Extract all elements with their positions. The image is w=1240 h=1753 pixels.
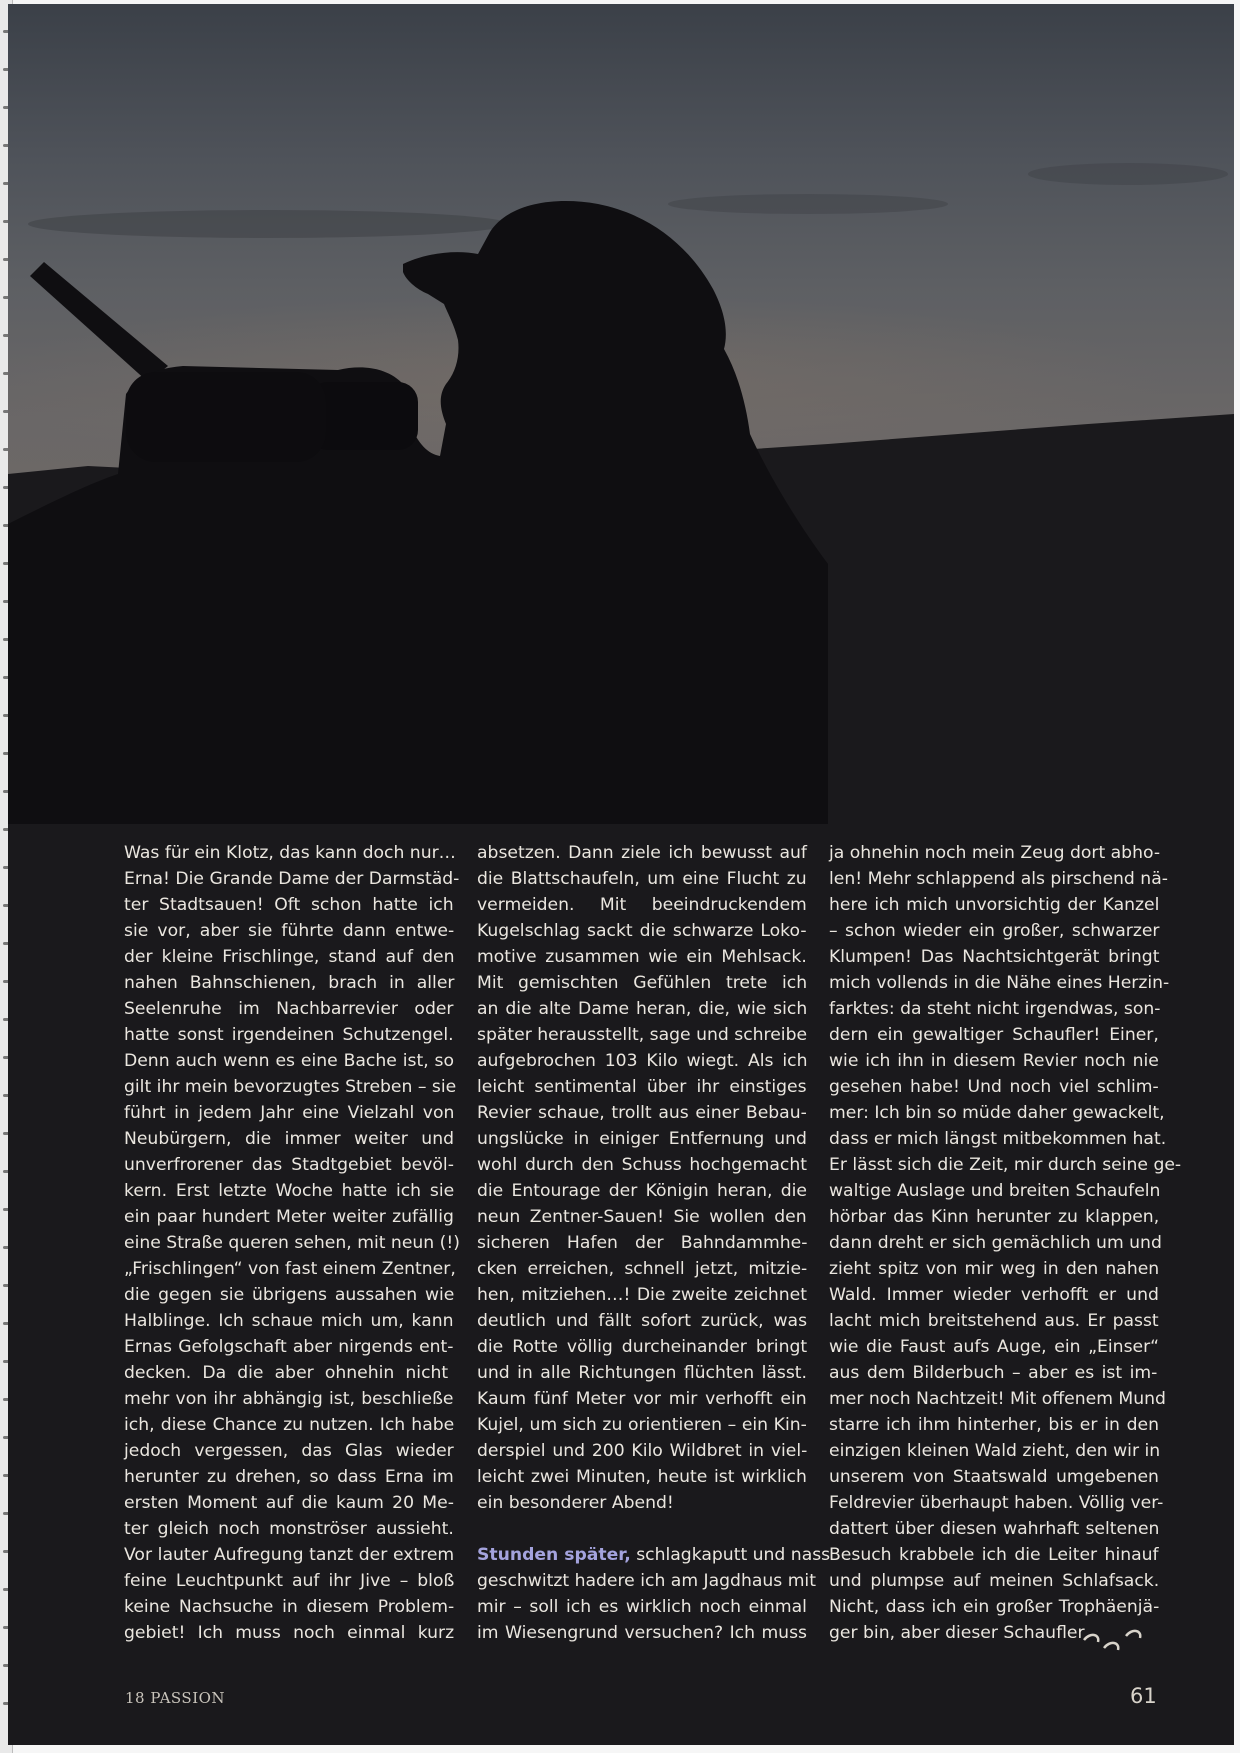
text-line: wie die Faust aufs Auge, ein „Einser“ xyxy=(829,1337,1160,1357)
text-line: Klumpen! Das Nachtsichtgerät bringt xyxy=(829,947,1160,967)
text-line: waltige Auslage und breiten Schaufeln xyxy=(829,1181,1161,1201)
text-line: neun Zentner-Sauen! Sie wollen den xyxy=(477,1207,807,1227)
text-line: Erna! Die Grande Dame der Darmstäd- xyxy=(124,869,460,889)
magazine-page xyxy=(8,4,1234,1745)
text-line: die Rotte völlig durcheinander bringt xyxy=(477,1337,808,1357)
text-line: leicht sentimental über ihr einstiges xyxy=(477,1077,807,1097)
text-line: here ich mich unvorsichtig der Kanzel xyxy=(829,895,1160,915)
footer-magazine-name: 18 PASSION xyxy=(125,1689,226,1707)
article-column-3 xyxy=(829,840,1182,1646)
text-line: an die alte Dame heran, die, wie sich xyxy=(477,999,808,1019)
article-column-1 xyxy=(124,840,460,1646)
text-line: derspiel und 200 Kilo Wildbret in viel- xyxy=(477,1441,808,1461)
text-line: cken erreichen, schnell jetzt, mitzie- xyxy=(477,1259,808,1279)
page-number: 61 xyxy=(1130,1684,1157,1708)
text-line: „Frischlingen“ von fast einem Zentner, xyxy=(124,1259,456,1279)
text-line: einzigen kleinen Wald zieht, den wir in xyxy=(829,1441,1161,1461)
text-line: gilt ihr mein bevorzugtes Streben – sie xyxy=(124,1077,457,1097)
text-line: wie ich ihn in diesem Revier noch nie xyxy=(829,1051,1159,1071)
text-line: ersten Moment auf die kaum 20 Me- xyxy=(124,1493,454,1513)
text-line: nahen Bahnschienen, brach in aller xyxy=(124,973,455,993)
text-line: mich vollends in die Nähe eines Herzin- xyxy=(829,973,1170,993)
text-line: Denn auch wenn es eine Bache ist, so xyxy=(124,1051,455,1071)
text-line: ein besonderer Abend! xyxy=(477,1493,674,1513)
cloud xyxy=(28,210,508,238)
cloud xyxy=(668,194,948,214)
text-line: die Blattschaufeln, um eine Flucht zu xyxy=(477,869,807,889)
text-line: ein paar hundert Meter weiter zufällig xyxy=(124,1207,454,1227)
text-line: unverfrorener das Stadtgebiet bevöl- xyxy=(124,1155,454,1175)
text-line: mehr von ihr abhängig ist, beschließe xyxy=(124,1389,454,1409)
text-line: im Wiesengrund versuchen? Ich muss xyxy=(477,1623,807,1643)
article-column-2 xyxy=(477,840,831,1646)
text-line: Wald. Immer wieder verhofft er und xyxy=(829,1285,1159,1305)
text-line: herunter zu drehen, so dass Erna im xyxy=(124,1467,454,1487)
text-line: leicht zwei Minuten, heute ist wirklich xyxy=(477,1467,807,1487)
text-line: ja ohnehin noch mein Zeug dort abho- xyxy=(829,843,1161,863)
text-line: ger bin, aber dieser Schaufler xyxy=(829,1623,1085,1643)
end-mark-icon xyxy=(1076,1622,1146,1656)
text-line: Feldrevier überhaupt haben. Völlig ver- xyxy=(829,1493,1164,1513)
text-line: Besuch krabbele ich die Leiter hinauf xyxy=(829,1545,1159,1565)
text-line: hörbar das Kinn herunter zu klappen, xyxy=(829,1207,1160,1227)
text-line: aufgebrochen 103 Kilo wiegt. Als ich xyxy=(477,1051,808,1071)
text-line: motive zusammen wie ein Mehlsack. xyxy=(477,947,807,967)
text-line: die gegen sie übrigens aussahen wie xyxy=(124,1285,455,1305)
text-line: Seelenruhe im Nachbarrevier oder xyxy=(124,999,454,1019)
text-line: Mit gemischten Gefühlen trete ich xyxy=(477,973,808,993)
text-line: Vor lauter Aufregung tanzt der extrem xyxy=(124,1545,455,1565)
text-line: farktes: da steht nicht irgendwas, son- xyxy=(829,999,1161,1019)
text-line: gesehen habe! Und noch viel schlim- xyxy=(829,1077,1159,1097)
text-line: wohl durch den Schuss hochgemacht xyxy=(477,1155,807,1175)
text-line: mer noch Nachtzeit! Mit offenem Mund xyxy=(829,1389,1166,1409)
text-line: absetzen. Dann ziele ich bewusst auf xyxy=(477,843,807,863)
text-line: deutlich und fällt sofort zurück, was xyxy=(477,1311,808,1331)
text-line: dattert über diesen wahrhaft seltenen xyxy=(829,1519,1160,1539)
binoculars xyxy=(126,372,326,462)
text-line: mir – soll ich es wirklich noch einmal xyxy=(477,1597,807,1617)
text-line: len! Mehr schlappend als pirschend nä- xyxy=(829,869,1168,889)
lead-line-rest: schlagkaputt und nass xyxy=(630,1545,831,1565)
text-line: sie vor, aber sie führte dann entwe- xyxy=(124,921,455,941)
text-line: Er lässt sich die Zeit, mir durch seine ge- xyxy=(829,1155,1182,1175)
text-line: hen, mitziehen…! Die zweite zeichnet xyxy=(477,1285,807,1305)
text-line: Revier schaue, trollt aus einer Bebau- xyxy=(477,1103,807,1123)
text-line: feine Leuchtpunkt auf ihr Jive – bloß xyxy=(124,1571,455,1591)
text-line: unserem von Staatswald umgebenen xyxy=(829,1467,1159,1487)
hunter-silhouette xyxy=(8,201,828,824)
text-line: – schon wieder ein großer, schwarzer xyxy=(829,921,1160,941)
text-line: mer: Ich bin so müde daher gewackelt, xyxy=(829,1103,1165,1123)
text-line: dern ein gewaltiger Schaufler! Einer, xyxy=(829,1025,1159,1045)
text-line: vermeiden. Mit beeindruckendem xyxy=(477,895,807,915)
text-line: führt in jedem Jahr eine Vielzahl von xyxy=(124,1103,455,1123)
text-line: ungslücke in einiger Entfernung und xyxy=(477,1129,807,1149)
text-line: zieht spitz von mir weg in den nahen xyxy=(829,1259,1160,1279)
text-line: kern. Erst letzte Woche hatte ich sie xyxy=(124,1181,455,1201)
text-line: keine Nachsuche in diesem Problem- xyxy=(124,1597,455,1617)
text-line: Kujel, um sich zu orientieren – ein Kin- xyxy=(477,1415,807,1435)
text-line: aus dem Bilderbuch – aber es ist im- xyxy=(829,1363,1158,1383)
subsection-lead-line xyxy=(477,1542,831,1568)
text-line: Neubürgern, die immer weiter und xyxy=(124,1129,454,1149)
text-line: Nicht, dass ich ein großer Trophäenjä- xyxy=(829,1597,1160,1617)
text-line: Ernas Gefolgschaft aber nirgends ent- xyxy=(124,1337,454,1357)
text-line: eine Straße queren sehen, mit neun (!) xyxy=(124,1233,460,1253)
text-line: später herausstellt, sage und schreibe xyxy=(477,1025,808,1045)
subsection-lead: Stunden später, xyxy=(477,1545,631,1565)
text-line: Was für ein Klotz, das kann doch nur… xyxy=(124,843,456,863)
text-line: die Entourage der Königin heran, die xyxy=(477,1181,807,1201)
text-line: lacht mich breitstehend aus. Er passt xyxy=(829,1311,1159,1331)
text-line: jedoch vergessen, das Glas wieder xyxy=(124,1441,454,1461)
text-line: dass er mich längst mitbekommen hat. xyxy=(829,1129,1167,1149)
text-line: geschwitzt hadere ich am Jagdhaus mit xyxy=(477,1571,816,1591)
cloud xyxy=(1028,163,1228,185)
text-line: gebiet! Ich muss noch einmal kurz xyxy=(124,1623,455,1643)
text-line: sicheren Hafen der Bahndammhe- xyxy=(477,1233,808,1253)
text-line: ter Stadtsauen! Oft schon hatte ich xyxy=(124,895,454,915)
text-line: dann dreht er sich gemächlich um und xyxy=(829,1233,1162,1253)
text-line: ich, diese Chance zu nutzen. Ich habe xyxy=(124,1415,455,1435)
text-line: und in alle Richtungen flüchten lässt. xyxy=(477,1363,807,1383)
text-line: Kugelschlag sackt die schwarze Loko- xyxy=(477,921,807,941)
text-line: hatte sonst irgendeinen Schutzengel. xyxy=(124,1025,454,1045)
text-line: Kaum fünf Meter vor mir verhofft ein xyxy=(477,1389,807,1409)
text-line: der kleine Frischlinge, stand auf den xyxy=(124,947,455,967)
text-line: und plumpse auf meinen Schlafsack. xyxy=(829,1571,1160,1591)
text-line: Halblinge. Ich schaue mich um, kann xyxy=(124,1311,454,1331)
text-line: ter gleich noch monströser aussieht. xyxy=(124,1519,454,1539)
text-line: decken. Da die aber ohnehin nicht xyxy=(124,1363,449,1383)
text-line: starre ich ihm hinterher, bis er in den xyxy=(829,1415,1159,1435)
